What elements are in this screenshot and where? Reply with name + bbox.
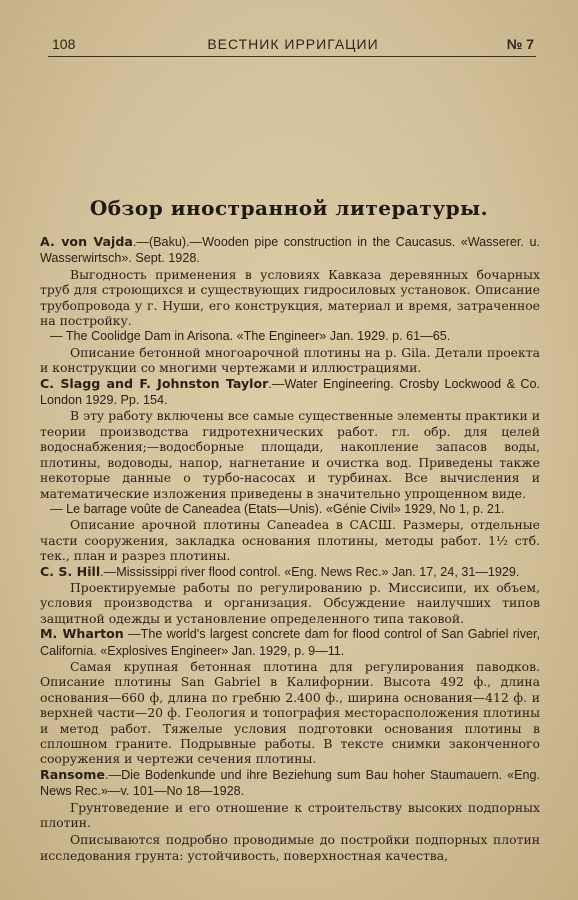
entry-annotation: В эту работу включены все самые существенные элементы практики и теории производства гидротехнических работ. гл. обр. для целей водоснабжения;—водосборные площади, накопление запасов воды, плотины, водоводы, напор, нагнетание и очистка вод. Приведены также некоторые данные о турбо-насосах и турбинах. Все вычисления и математические изложения приведены в значительно упрощенном виде.	[40, 408, 540, 501]
entry-author: C. Slagg and F. Johnston Taylor	[40, 375, 269, 391]
bibliography-entry	[40, 328, 540, 344]
entry-annotation: Выгодность применения в условиях Кавказа деревянных бочарных труб для строющихся и существующих гидросиловых установок. Описание трубопровода у г. Нуши, его конструкция, материал и время, затраченное на постройку.	[40, 266, 540, 329]
entry-annotation: Самая крупная бетонная плотина для регулирования паводков. Описание плотины San Gabriel в Калифорнии. Высота 492 ф., длина основания—660 ф, длина по гребню 2.400 ф., ширина основания—412 ф. и верхней части—20 ф. Геология и топография месторасположения плотины и метод работ. Тяжелые условия подготовки основания плотины в сплошном граните. Подрывные работы. В тексте снимки законченного сооружения и чертежи сечения плотины.	[40, 658, 540, 767]
entry-author: Ransome	[40, 766, 105, 782]
entry-citation: —The world's largest concrete dam for flood control of San Gabriel river, California. «Explosives Engineer» Jan. 1929, p. 9—11.	[40, 627, 540, 658]
entry-author: C. S. Hill	[40, 563, 101, 579]
bibliography-entry	[40, 501, 540, 517]
entry-citation: .—Die Bodenkunde und ihre Beziehung sum Bau hoher Staumauern. «Eng. News Rec.»—v. 101—No 18—1928.	[40, 767, 540, 799]
trailing-paragraph: Описываются подробно проводимые до постройки подпорных плотин исследования грунта: устойчивость, поверхностная качества,	[40, 832, 540, 863]
entry-author: A. von Vajda	[40, 234, 133, 249]
entry-citation: — The Coolidge Dam in Arisona. «The Engineer» Jan. 1929. p. 61—65.	[50, 329, 451, 344]
entry-annotation: Описание бетонной многоарочной плотины на р. Gila. Детали проекта и конструкции со многими чертежами и иллюстрациями.	[40, 344, 540, 376]
entry-citation: .—(Baku).—Wooden pipe construction in the Caucasus. «Wasserer. u. Wasserwirtsch». Sept. 1928.	[40, 235, 540, 266]
page-number: 108	[52, 36, 76, 52]
section-title: Обзор иностранной литературы.	[89, 196, 489, 220]
entry-citation: .—Mississippi river flood control. «Eng. News Rec.» Jan. 17, 24, 31—1929.	[100, 564, 520, 579]
bibliography-entry	[40, 626, 540, 659]
bibliography-entry	[40, 376, 540, 409]
entry-annotation: Грунтоведение и его отношение к строительству высоких подпорных плотин.	[40, 799, 540, 831]
running-header	[52, 36, 534, 54]
entry-annotation: Описание арочной плотины Caneadea в САСШ. Размеры, отдельные части сооружения, закладка основания плотины, методы работ. 1½ стб. тек., план и разрез плотины.	[40, 517, 540, 564]
article-body	[40, 234, 540, 863]
header-rule	[48, 56, 536, 57]
journal-name: ВЕСТНИК ИРРИГАЦИИ	[207, 36, 379, 52]
entry-author: M. Wharton	[40, 626, 124, 642]
bibliography-entry	[40, 564, 540, 580]
bibliography-entry	[40, 234, 540, 267]
entry-annotation: Проектируемые работы по регулированию р. Миссисипи, их объем, условия производства и организация. Обсуждение наилучших типов защитной одежды и установление определенного типа таковой.	[40, 579, 540, 626]
bibliography-entry	[40, 767, 540, 800]
entry-citation: — Le barrage voûte de Caneadea (Etats—Unis). «Génie Civil» 1929, No 1, p. 21.	[50, 501, 505, 516]
issue-number: № 7	[506, 36, 534, 52]
entry-citation: .—Water Engineering. Crosby Lockwood & Co. London 1929. Pp. 154.	[40, 376, 540, 408]
